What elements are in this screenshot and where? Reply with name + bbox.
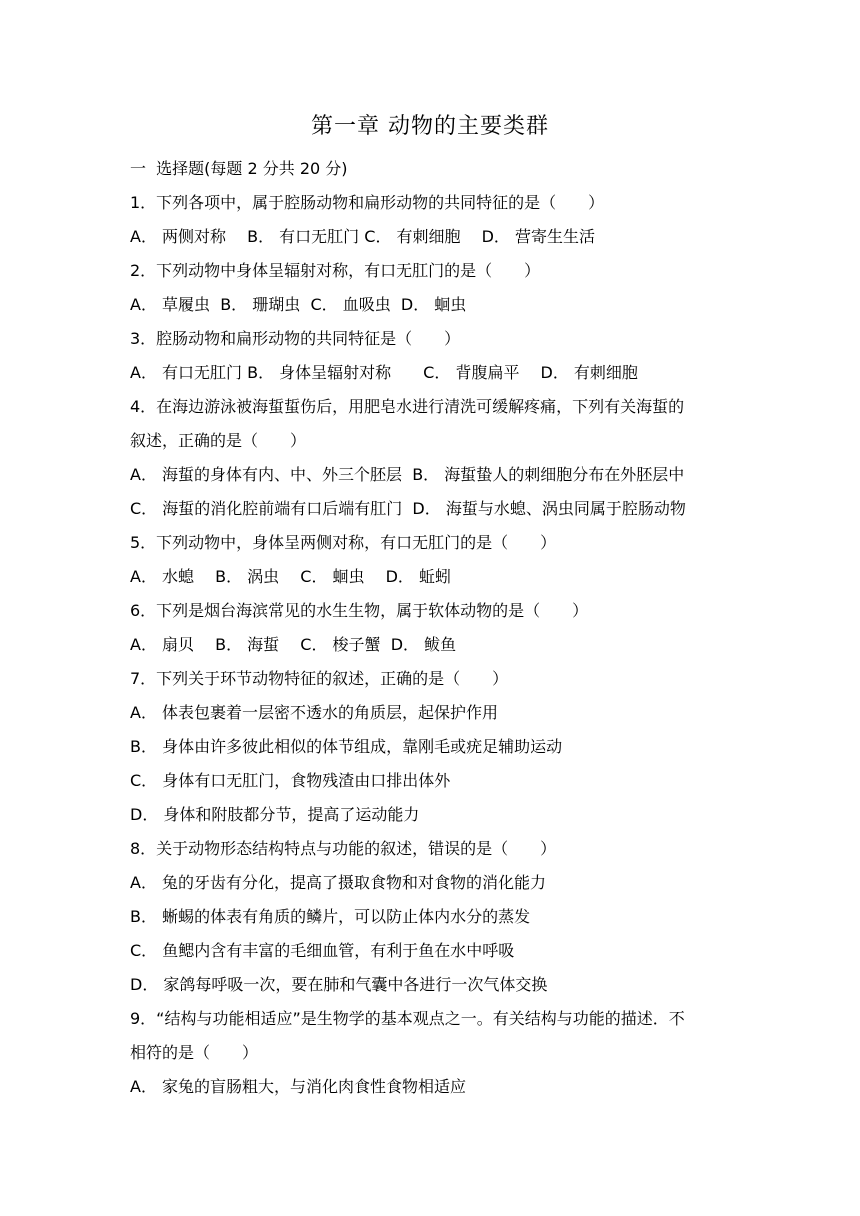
section-heading: 一 选择题(每题 2 分共 20 分)	[130, 159, 348, 178]
question-4-stem-continued: 叙述，正确的是（ ）	[130, 431, 307, 450]
question-8-option-a: A． 兔的牙齿有分化，提高了摄取食物和对食物的消化能力	[130, 873, 547, 892]
question-7-stem: 7．下列关于环节动物特征的叙述，正确的是（ ）	[130, 669, 509, 688]
question-3-options: A． 有口无肛门 B． 身体呈辐射对称 C． 背腹扁平 D． 有刺细胞	[130, 363, 638, 382]
question-1-options: A． 两侧对称 B． 有口无肛门 C． 有刺细胞 D． 营寄生生活	[130, 227, 596, 246]
question-8-option-c: C． 鱼鳃内含有丰富的毛细血管，有利于鱼在水中呼吸	[130, 941, 515, 960]
question-7-option-d: D． 身体和附肢都分节，提高了运动能力	[130, 805, 420, 824]
question-lines	[130, 152, 740, 1104]
question-6-stem: 6．下列是烟台海滨常见的水生生物，属于软体动物的是（ ）	[130, 601, 589, 620]
question-2-stem: 2．下列动物中身体呈辐射对称，有口无肛门的是（ ）	[130, 261, 541, 280]
question-4-options-cd: C． 海蜇的消化腔前端有口后端有肛门 D． 海蜇与水螅、涡虫同属于腔肠动物	[130, 499, 686, 518]
page-title: 第一章 动物的主要类群	[311, 114, 549, 139]
question-4-options-ab: A． 海蜇的身体有内、中、外三个胚层 B． 海蜇蛰人的刺细胞分布在外胚层中	[130, 465, 685, 484]
question-5-stem: 5．下列动物中，身体呈两侧对称，有口无肛门的是（ ）	[130, 533, 557, 552]
question-8-option-b: B． 蜥蜴的体表有角质的鳞片，可以防止体内水分的蒸发	[130, 907, 531, 926]
question-7-option-a: A． 体表包裹着一层密不透水的角质层，起保护作用	[130, 703, 499, 722]
question-9-option-a: A． 家兔的盲肠粗大，与消化肉食性食物相适应	[130, 1077, 467, 1096]
question-7-option-c: C． 身体有口无肛门，食物残渣由口排出体外	[130, 771, 451, 790]
question-8-stem: 8．关于动物形态结构特点与功能的叙述，错误的是（ ）	[130, 839, 557, 858]
question-5-options: A． 水螅 B． 涡虫 C． 蛔虫 D． 蚯蚓	[130, 567, 452, 586]
question-9-stem: 9．“结构与功能相适应”是生物学的基本观点之一。有关结构与功能的描述．不	[130, 1009, 685, 1028]
question-6-options: A． 扇贝 B． 海蜇 C． 梭子蟹 D． 鲅鱼	[130, 635, 457, 654]
question-4-stem: 4．在海边游泳被海蜇蜇伤后，用肥皂水进行清洗可缓解疼痛，下列有关海蜇的	[130, 397, 685, 416]
question-8-option-d: D． 家鸽每呼吸一次，要在肺和气囊中各进行一次气体交换	[130, 975, 548, 994]
question-2-options: A． 草履虫 B． 珊瑚虫 C． 血吸虫 D． 蛔虫	[130, 295, 467, 314]
question-9-stem-continued: 相符的是（ ）	[130, 1043, 259, 1062]
question-7-option-b: B． 身体由许多彼此相似的体节组成，靠刚毛或疣足辅助运动	[130, 737, 563, 756]
question-1-stem: 1．下列各项中，属于腔肠动物和扁形动物的共同特征的是（ ）	[130, 193, 605, 212]
question-3-stem: 3．腔肠动物和扁形动物的共同特征是（ ）	[130, 329, 461, 348]
